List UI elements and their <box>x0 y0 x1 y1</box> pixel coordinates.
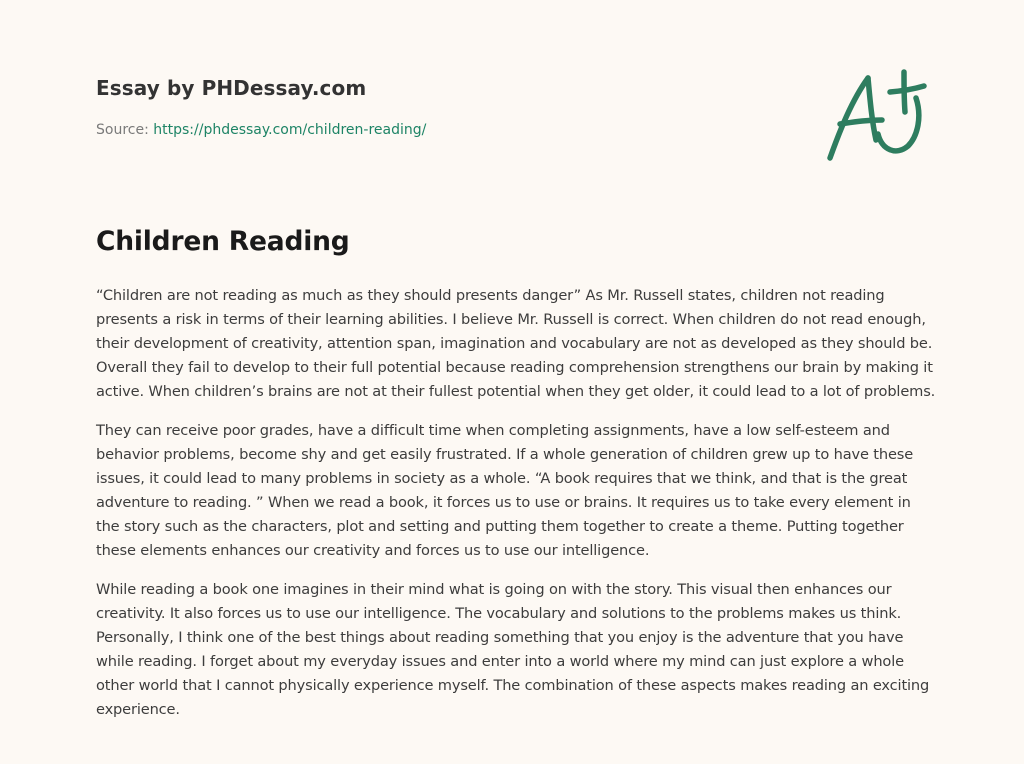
essay-body <box>96 284 936 737</box>
essay-paragraph: They can receive poor grades, have a difficult time when completing assignments, have a low self-esteem and behavior problems, become shy and get easily frustrated. If a whole generation of children grew up to have these issues, it could lead to many problems in society as a whole. “A book requires that we think, and that is the great adventure to reading. ” When we read a book, it forces us to use or brains. It requires us to take every element in the story such as the characters, plot and setting and putting them together to create a theme. Putting together these elements enhances our creativity and forces us to use our intelligence. <box>96 422 914 559</box>
essay-paragraph: “Children are not reading as much as they should presents danger” As Mr. Russell states, children not reading presents a risk in terms of their learning abilities. I believe Mr. Russell is correct. When children do not read enough, their development of creativity, attention span, imagination and vocabulary are not as developed as they should be. Overall they fail to develop to their full potential because reading comprehension strengthens our brain by making it active. When children’s brains are not at their fullest potential when they get older, it could lead to a lot of problems. <box>96 287 936 400</box>
page-header <box>96 76 426 138</box>
site-title: Essay by PHDessay.com <box>96 76 367 100</box>
source-line <box>96 122 426 138</box>
essay-title: Children Reading <box>96 226 350 257</box>
essay-paragraph: While reading a book one imagines in their mind what is going on with the story. This visual then enhances our creativity. It also forces us to use our intelligence. The vocabulary and solutions to the problems makes us think. Personally, I think one of the best things about reading something that you enjoy is the adventure that you have while reading. I forget about my everyday issues and enter into a world where my mind can just explore a whole other world that I cannot physically experience myself. The combination of these aspects makes reading an exciting experience. <box>96 581 930 718</box>
source-link[interactable]: https://phdessay.com/children-reading/ <box>153 122 427 138</box>
a-plus-grade-icon <box>818 64 934 168</box>
source-label: Source: <box>96 122 154 138</box>
